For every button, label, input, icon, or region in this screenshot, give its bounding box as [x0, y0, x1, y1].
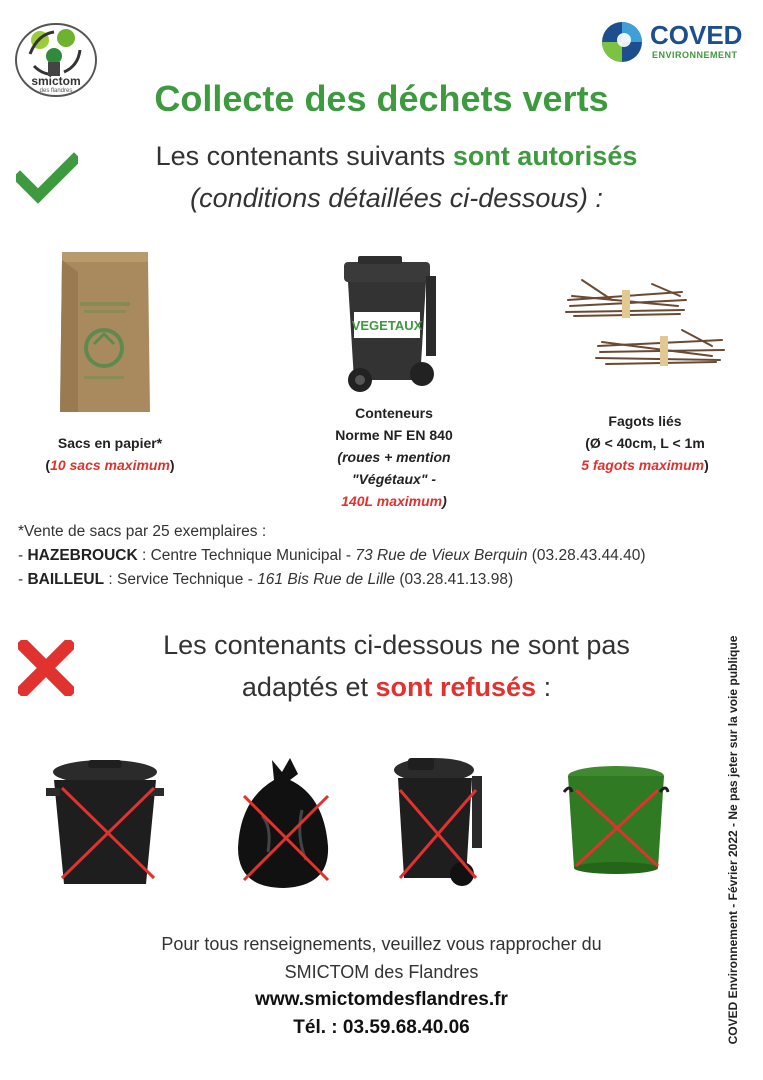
sales-row-phone: (03.28.41.13.98) [395, 571, 514, 588]
sales-info-intro: *Vente de sacs par 25 exemplaires : [18, 523, 267, 540]
bundles-caption [540, 410, 750, 476]
bundles-caption-limit [540, 454, 750, 476]
paper-bag-caption-close: ) [169, 457, 175, 473]
paper-bag-caption-open: ( [45, 457, 51, 473]
bundles-caption-size: (Ø < 40cm, L < 1m [585, 435, 705, 451]
coved-logo-text: COVED [650, 20, 743, 50]
sales-row-dash: - [18, 547, 28, 564]
bundles-caption-red: 5 fagots maximum [581, 457, 705, 473]
authorized-heading-emphasis: sont autorisés [452, 141, 638, 171]
plastic-bag-image [232, 756, 336, 892]
sales-info-row-bailleul [18, 568, 646, 592]
footer-website-link[interactable]: www.smictomdesflandres.fr [255, 989, 508, 1010]
vertical-note-text: COVED Environnement - Février 2022 - Ne pas jeter sur la voie publique [726, 635, 740, 1045]
refused-subheading-prefix: adaptés et [241, 672, 376, 702]
smictom-logo-subtext: des flandres [39, 88, 73, 94]
authorized-heading [0, 141, 763, 172]
footer-line1: Pour tous renseignements, veuillez vous rapprocher du [161, 934, 602, 954]
container-label: VEGETAUX [351, 318, 423, 333]
refused-subheading-emphasis: sont refusés [375, 672, 537, 702]
page-title: Collecte des déchets verts [154, 78, 609, 119]
footer [0, 930, 763, 1042]
container-caption-title: Conteneurs [355, 405, 433, 421]
paper-bag-caption-red: 10 sacs maximum [50, 457, 170, 473]
authorized-heading-prefix: Les contenants suivants [155, 141, 453, 171]
sales-info [18, 520, 646, 592]
round-bin-image [42, 758, 172, 890]
bundles-image [562, 270, 727, 382]
sales-row-city: HAZEBROUCK [27, 547, 138, 564]
sales-row-city: BAILLEUL [27, 571, 105, 588]
bundles-caption-close: ) [704, 457, 709, 473]
container-caption-mention: "Végétaux" - [351, 471, 437, 487]
paper-bag-caption-title: Sacs en papier* [57, 435, 163, 451]
vertical-note [718, 615, 748, 1065]
footer-phone: Tél. : 03.59.68.40.06 [293, 1017, 470, 1038]
coved-logo-subtext: ENVIRONNEMENT [652, 50, 738, 60]
sales-info-row-hazebrouck [18, 544, 646, 568]
smictom-logo-text: smictom [31, 74, 81, 88]
paper-bag-caption [10, 432, 210, 476]
garden-bag-image [562, 762, 670, 874]
container-caption-wheels: (roues + mention [337, 449, 451, 465]
footer-line2: SMICTOM des Flandres [284, 962, 479, 982]
sales-row-phone: (03.28.43.44.40) [527, 547, 646, 564]
container-caption-red: 140L maximum [341, 493, 443, 509]
sales-row-service: : Service Technique - [104, 571, 258, 588]
paper-bag-image [58, 252, 152, 414]
refused-heading: Les contenants ci-dessous ne sont pas [163, 630, 630, 660]
refused-subheading [0, 672, 763, 703]
container-caption-close: ) [442, 493, 447, 509]
paper-bag-caption-limit [10, 454, 210, 476]
coved-logo [600, 18, 755, 66]
sales-row-dash: - [18, 571, 28, 588]
wheeled-bin-image [392, 756, 488, 892]
container-caption-norm: Norme NF EN 840 [335, 427, 453, 443]
container-caption [290, 402, 498, 512]
sales-row-service: : Centre Technique Municipal - [137, 547, 356, 564]
bundles-caption-title: Fagots liés [608, 413, 682, 429]
refused-subheading-suffix: : [536, 672, 552, 702]
sales-row-address: 161 Bis Rue de Lille [257, 571, 396, 588]
authorized-subheading: (conditions détaillées ci-dessous) : [190, 183, 603, 213]
sales-row-address: 73 Rue de Vieux Berquin [355, 547, 528, 564]
container-caption-limit [290, 490, 498, 512]
